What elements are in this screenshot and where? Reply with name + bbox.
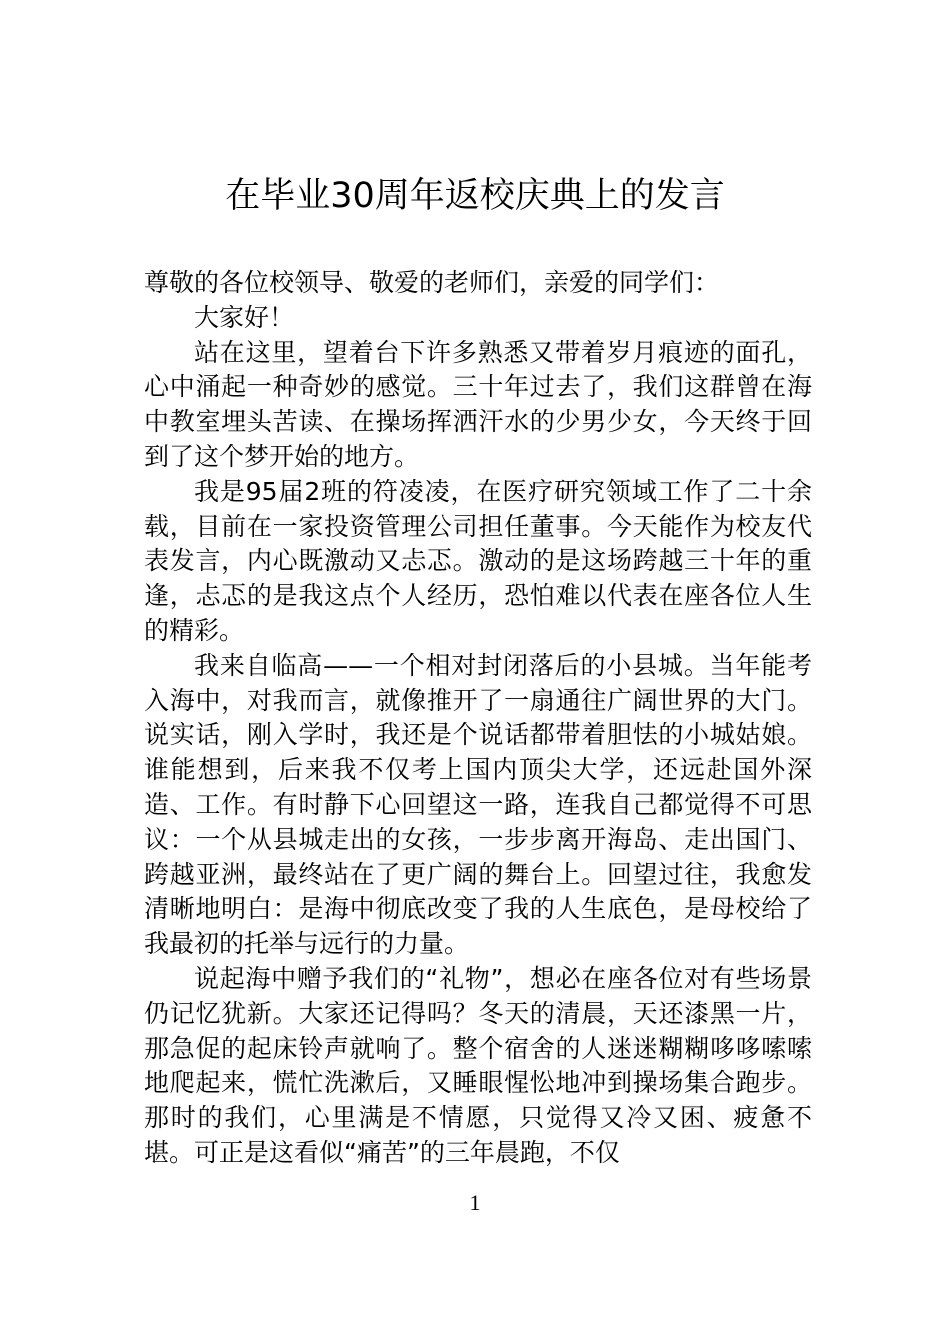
page-number: 1 xyxy=(469,1190,481,1215)
document-body xyxy=(144,266,812,1171)
paragraph: 我是95届2班的符凌凌，在医疗研究领域工作了二十余载，目前在一家投资管理公司担任董事。今天能作为校友代表发言，内心既激动又忐忑。激动的是这场跨越三十年的重逢，忐忑的是我这点个人经历，恐怕难以代表在座各位人生的精彩。 xyxy=(144,476,812,645)
paragraph: 说起海中赠予我们的“礼物”，想必在座各位对有些场景仍记忆犹新。大家还记得吗？冬天的清晨，天还漆黑一片，那急促的起床铃声就响了。整个宿舍的人迷迷糊糊哆哆嗦嗦地爬起来，慌忙洗漱后，又睡眼惺忪地冲到操场集合跑步。那时的我们，心里满是不情愿，只觉得又冷又困、疲惫不堪。可正是这看似“痛苦”的三年晨跑，不仅 xyxy=(144,963,812,1167)
paragraph: 站在这里，望着台下许多熟悉又带着岁月痕迹的面孔，心中涌起一种奇妙的感觉。三十年过去了，我们这群曾在海中教室埋头苦读、在操场挥洒汗水的少男少女，今天终于回到了这个梦开始的地方。 xyxy=(144,337,812,471)
paragraph-greeting: 大家好！ xyxy=(194,302,295,332)
paragraph: 我来自临高——一个相对封闭落后的小县城。当年能考入海中，对我而言，就像推开了一扇通往广阔世界的大门。说实话，刚入学时，我还是个说话都带着胆怯的小城姑娘。谁能想到，后来我不仅考上国内顶尖大学，还远赴国外深造、工作。有时静下心回望这一路，连我自己都觉得不可思议：一个从县城走出的女孩，一步步离开海岛、走出国门、跨越亚洲，最终站在了更广阔的舞台上。回望过往，我愈发清晰地明白：是海中彻底改变了我的人生底色，是母校给了我最初的托举与远行的力量。 xyxy=(144,650,812,959)
page-title: 在毕业30周年返校庆典上的发言 xyxy=(225,176,725,216)
salutation: 尊敬的各位校领导、敬爱的老师们，亲爱的同学们： xyxy=(144,268,720,297)
